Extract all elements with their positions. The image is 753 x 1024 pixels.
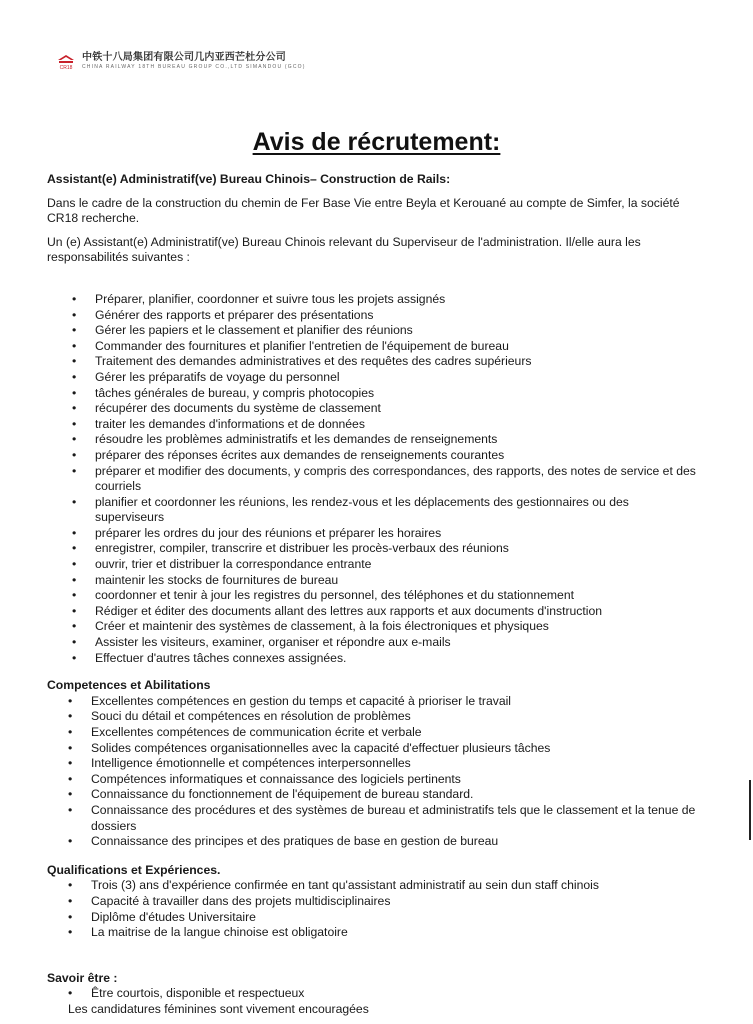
job-title: Assistant(e) Administratif(ve) Bureau Chinois– Construction de Rails:: [47, 172, 451, 186]
competence-item: • Excellentes compétences de communication écrite et verbale: [91, 725, 697, 741]
savoir-etre-list: [47, 986, 697, 1002]
responsibility-item: • résoudre les problèmes administratifs et les demandes de renseignements: [95, 432, 697, 448]
competence-item: • Excellentes compétences en gestion du temps et capacité à prioriser le travail: [91, 694, 697, 710]
qualifications-list: [47, 878, 697, 940]
responsibility-item: • préparer et modifier des documents, y compris des correspondances, des rapports, des notes de service et des courriels: [95, 464, 697, 495]
competence-item: • Compétences informatiques et connaissance des logiciels pertinents: [91, 772, 697, 788]
savoir-etre-item: • Être courtois, disponible et respectueux: [91, 986, 697, 1002]
responsibility-item: • Créer et maintenir des systèmes de classement, à la fois électroniques et physiques: [95, 619, 697, 635]
responsibility-item: • Rédiger et éditer des documents allant des lettres aux rapports et aux documents d'instruction: [95, 604, 697, 620]
responsibility-item: • coordonner et tenir à jour les registres du personnel, des téléphones et du stationnement: [95, 588, 697, 604]
logo-text: CR18: [59, 65, 73, 70]
responsibility-item: • tâches générales de bureau, y compris photocopies: [95, 386, 697, 402]
competence-item: • Connaissance du fonctionnement de l'équipement de bureau standard.: [91, 787, 697, 803]
competence-item: • Connaissance des procédures et des systèmes de bureau et administratifs tels que le classement et la tenue de dossiers: [91, 803, 697, 834]
responsibility-item: • Préparer, planifier, coordonner et suivre tous les projets assignés: [95, 292, 697, 308]
company-logo: [56, 52, 76, 70]
responsibilities-list: [47, 292, 697, 666]
document-body: [47, 172, 697, 1018]
responsibility-item: • Effectuer d'autres tâches connexes assignées.: [95, 651, 697, 667]
company-name-english: CHINA RAILWAY 18TH BUREAU GROUP CO.,LTD SIMANDOU (GCO): [82, 64, 306, 70]
responsibility-item: • ouvrir, trier et distribuer la correspondance entrante: [95, 557, 697, 573]
qualification-item: • Diplôme d'études Universitaire: [91, 910, 697, 926]
competence-item: • Connaissance des principes et des pratiques de base en gestion de bureau: [91, 834, 697, 850]
competence-item: • Souci du détail et compétences en résolution de problèmes: [91, 709, 697, 725]
responsibility-item: • Traitement des demandes administratives et des requêtes des cadres supérieurs: [95, 354, 697, 370]
qualification-item: • Capacité à travailler dans des projets multidisciplinaires: [91, 894, 697, 910]
letterhead: [56, 52, 306, 71]
scan-margin-mark: [749, 780, 751, 840]
intro-paragraph-1: Dans le cadre de la construction du chemin de Fer Base Vie entre Beyla et Kerouané au compte de Simfer, la société CR18 recherche.: [47, 195, 680, 226]
responsibility-item: • Assister les visiteurs, examiner, organiser et répondre aux e-mails: [95, 635, 697, 651]
responsibility-item: • préparer des réponses écrites aux demandes de renseignements courantes: [95, 448, 697, 464]
responsibility-item: • Commander des fournitures et planifier l'entretien de l'équipement de bureau: [95, 339, 697, 355]
responsibility-item: • planifier et coordonner les réunions, les rendez-vous et les déplacements des gestionnaires ou des superviseurs: [95, 495, 697, 526]
savoir-etre-heading: Savoir être :: [47, 970, 118, 985]
qualification-item: • La maitrise de la langue chinoise est obligatoire: [91, 925, 697, 941]
responsibility-item: • enregistrer, compiler, transcrire et distribuer les procès-verbaux des réunions: [95, 541, 697, 557]
competences-list: [47, 694, 697, 850]
competence-item: • Intelligence émotionnelle et compétences interpersonnelles: [91, 756, 697, 772]
closing-note: Les candidatures féminines sont vivement encouragées: [68, 1001, 369, 1016]
qualifications-heading: Qualifications et Expériences.: [47, 862, 221, 877]
page-title: Avis de récrutement:: [252, 128, 501, 156]
responsibility-item: • Gérer les préparatifs de voyage du personnel: [95, 370, 697, 386]
company-name-chinese: 中铁十八局集团有限公司几内亚西芒杜分公司: [82, 52, 286, 63]
responsibility-item: • maintenir les stocks de fournitures de bureau: [95, 573, 697, 589]
responsibility-item: • traiter les demandes d'informations et de données: [95, 417, 697, 433]
competence-item: • Solides compétences organisationnelles avec la capacité d'effectuer plusieurs tâches: [91, 741, 697, 757]
responsibility-item: • Générer des rapports et préparer des présentations: [95, 308, 697, 324]
responsibility-item: • préparer les ordres du jour des réunions et préparer les horaires: [95, 526, 697, 542]
competences-heading: Competences et Abilitations: [47, 678, 211, 693]
responsibility-item: • récupérer des documents du système de classement: [95, 401, 697, 417]
qualification-item: • Trois (3) ans d'expérience confirmée en tant qu'assistant administratif au sein dun staff chinois: [91, 878, 697, 894]
intro-paragraph-2: Un (e) Assistant(e) Administratif(ve) Bureau Chinois relevant du Superviseur de l'administration. Il/elle aura les responsabilités suivantes :: [47, 234, 641, 265]
responsibility-item: • Gérer les papiers et le classement et planifier des réunions: [95, 323, 697, 339]
